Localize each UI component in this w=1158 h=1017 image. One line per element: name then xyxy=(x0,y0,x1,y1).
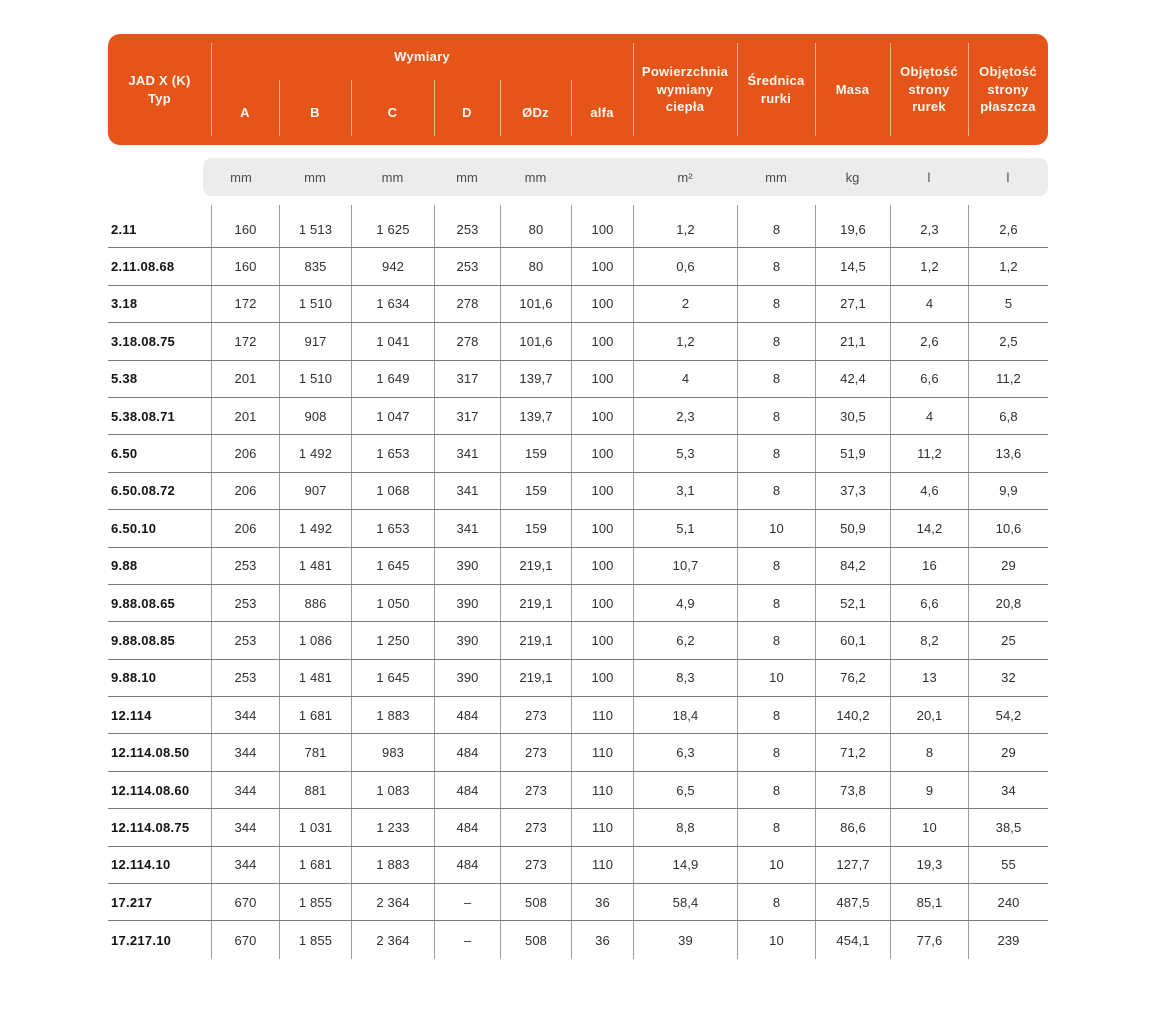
cell-c: 1 649 xyxy=(351,361,434,397)
cell-tube-side-volume: 2,6 xyxy=(890,323,968,359)
cell-shell-side-volume: 38,5 xyxy=(968,809,1048,845)
cell-tube-diameter: 10 xyxy=(737,921,815,958)
cell-c: 2 364 xyxy=(351,884,434,920)
cell-dz: 508 xyxy=(500,921,571,958)
cell-d: 341 xyxy=(434,435,500,471)
table-row xyxy=(108,211,1048,248)
cell-a: 344 xyxy=(211,847,279,883)
cell-d: 278 xyxy=(434,286,500,322)
cell-c: 983 xyxy=(351,734,434,770)
cell-c: 1 625 xyxy=(351,211,434,247)
cell-dz: 219,1 xyxy=(500,548,571,584)
cell-c: 1 068 xyxy=(351,473,434,509)
cell-alfa: 110 xyxy=(571,809,633,845)
cell-shell-side-volume: 5 xyxy=(968,286,1048,322)
table-row xyxy=(108,398,1048,435)
cell-dz: 219,1 xyxy=(500,660,571,696)
cell-alfa: 100 xyxy=(571,398,633,434)
cell-dz: 139,7 xyxy=(500,361,571,397)
cell-dz: 273 xyxy=(500,847,571,883)
cell-tube-side-volume: 1,2 xyxy=(890,248,968,284)
cell-shell-side-volume: 239 xyxy=(968,921,1048,958)
header-col-a: A xyxy=(240,104,250,120)
cell-alfa: 100 xyxy=(571,622,633,658)
cell-type: 12.114.08.60 xyxy=(111,782,190,798)
cell-tube-diameter: 8 xyxy=(737,548,815,584)
unit-d: mm xyxy=(456,169,478,185)
cell-tube-side-volume: 4,6 xyxy=(890,473,968,509)
cell-c: 1 645 xyxy=(351,660,434,696)
header-dimensions-group xyxy=(211,34,633,145)
unit-a: mm xyxy=(230,169,252,185)
cell-mass: 454,1 xyxy=(815,921,890,958)
cell-type: 9.88.10 xyxy=(111,670,157,686)
cell-b: 886 xyxy=(279,585,351,621)
cell-dz: 219,1 xyxy=(500,622,571,658)
cell-tube-diameter: 8 xyxy=(737,734,815,770)
cell-b: 781 xyxy=(279,734,351,770)
cell-shell-side-volume: 2,5 xyxy=(968,323,1048,359)
cell-shell-side-volume: 29 xyxy=(968,548,1048,584)
cell-tube-diameter: 8 xyxy=(737,286,815,322)
cell-type: 9.88 xyxy=(111,558,138,574)
cell-b: 1 510 xyxy=(279,361,351,397)
cell-alfa: 100 xyxy=(571,548,633,584)
cell-dz: 101,6 xyxy=(500,323,571,359)
cell-a: 670 xyxy=(211,921,279,958)
cell-b: 1 492 xyxy=(279,510,351,546)
cell-tube-diameter: 8 xyxy=(737,809,815,845)
cell-heat-area: 6,5 xyxy=(633,772,737,808)
cell-a: 253 xyxy=(211,548,279,584)
cell-type: 6.50.10 xyxy=(111,520,157,536)
cell-heat-area: 14,9 xyxy=(633,847,737,883)
cell-dz: 159 xyxy=(500,435,571,471)
table-row xyxy=(108,660,1048,697)
cell-c: 1 653 xyxy=(351,435,434,471)
cell-tube-side-volume: 4 xyxy=(890,286,968,322)
cell-b: 1 086 xyxy=(279,622,351,658)
cell-a: 344 xyxy=(211,772,279,808)
cell-mass: 76,2 xyxy=(815,660,890,696)
unit-heat-area: m² xyxy=(677,169,693,185)
header-col-b: B xyxy=(279,80,351,145)
cell-a: 253 xyxy=(211,622,279,658)
cell-d: 484 xyxy=(434,809,500,845)
cell-tube-side-volume: 10 xyxy=(890,809,968,845)
cell-tube-diameter: 8 xyxy=(737,585,815,621)
cell-alfa: 100 xyxy=(571,211,633,247)
cell-d: 390 xyxy=(434,585,500,621)
cell-shell-side-volume: 6,8 xyxy=(968,398,1048,434)
cell-a: 206 xyxy=(211,435,279,471)
cell-type: 5.38 xyxy=(111,371,138,387)
cell-type: 5.38.08.71 xyxy=(111,408,176,424)
cell-tube-side-volume: 19,3 xyxy=(890,847,968,883)
cell-d: – xyxy=(434,921,500,958)
cell-tube-side-volume: 14,2 xyxy=(890,510,968,546)
unit-alfa xyxy=(571,158,633,196)
cell-d: 278 xyxy=(434,323,500,359)
cell-tube-side-volume: 13 xyxy=(890,660,968,696)
cell-tube-side-volume: 6,6 xyxy=(890,361,968,397)
cell-b: 1 513 xyxy=(279,211,351,247)
cell-type: 6.50 xyxy=(111,446,138,462)
cell-tube-diameter: 8 xyxy=(737,248,815,284)
cell-shell-side-volume: 29 xyxy=(968,734,1048,770)
cell-tube-diameter: 10 xyxy=(737,660,815,696)
cell-shell-side-volume: 25 xyxy=(968,622,1048,658)
cell-shell-side-volume: 32 xyxy=(968,660,1048,696)
table-header xyxy=(108,34,1048,145)
cell-d: 341 xyxy=(434,510,500,546)
table-row xyxy=(108,585,1048,622)
header-col-tube-side-volume: Objętość strony rurek xyxy=(890,34,968,145)
header-col-shell-side-volume: Objętość strony płaszcza xyxy=(968,34,1048,145)
unit-tube-side-volume: l xyxy=(927,169,931,185)
cell-shell-side-volume: 2,6 xyxy=(968,211,1048,247)
cell-mass: 14,5 xyxy=(815,248,890,284)
rows-host xyxy=(108,211,1048,959)
cell-type: 6.50.08.72 xyxy=(111,483,176,499)
spec-table xyxy=(108,34,1048,959)
cell-c: 1 883 xyxy=(351,847,434,883)
cell-b: 1 492 xyxy=(279,435,351,471)
cell-d: 390 xyxy=(434,548,500,584)
cell-dz: 273 xyxy=(500,772,571,808)
cell-d: 341 xyxy=(434,473,500,509)
cell-tube-diameter: 8 xyxy=(737,398,815,434)
cell-b: 1 681 xyxy=(279,697,351,733)
cell-c: 1 653 xyxy=(351,510,434,546)
cell-shell-side-volume: 20,8 xyxy=(968,585,1048,621)
cell-alfa: 36 xyxy=(571,921,633,958)
cell-dz: 159 xyxy=(500,510,571,546)
cell-b: 1 855 xyxy=(279,921,351,958)
cell-mass: 27,1 xyxy=(815,286,890,322)
cell-tube-diameter: 8 xyxy=(737,211,815,247)
cell-a: 344 xyxy=(211,697,279,733)
cell-heat-area: 1,2 xyxy=(633,323,737,359)
table-row xyxy=(108,286,1048,323)
cell-type: 2.11 xyxy=(111,221,137,237)
cell-tube-diameter: 8 xyxy=(737,884,815,920)
units-bar xyxy=(203,158,1048,196)
header-col-heat-area: Powierzchnia wymiany ciepła xyxy=(633,34,737,145)
cell-heat-area: 58,4 xyxy=(633,884,737,920)
cell-type: 3.18.08.75 xyxy=(111,333,176,349)
cell-alfa: 100 xyxy=(571,660,633,696)
cell-heat-area: 39 xyxy=(633,921,737,958)
cell-heat-area: 2,3 xyxy=(633,398,737,434)
cell-heat-area: 3,1 xyxy=(633,473,737,509)
cell-b: 917 xyxy=(279,323,351,359)
cell-type: 12.114 xyxy=(111,707,152,723)
cell-tube-side-volume: 85,1 xyxy=(890,884,968,920)
header-col-d: D xyxy=(434,80,500,145)
table-row xyxy=(108,435,1048,472)
cell-tube-diameter: 8 xyxy=(737,361,815,397)
cell-tube-diameter: 10 xyxy=(737,847,815,883)
cell-c: 1 634 xyxy=(351,286,434,322)
cell-type: 9.88.08.65 xyxy=(111,595,176,611)
cell-d: 317 xyxy=(434,361,500,397)
cell-a: 344 xyxy=(211,734,279,770)
header-dimension-subrow xyxy=(211,80,633,145)
cell-b: 1 031 xyxy=(279,809,351,845)
cell-shell-side-volume: 10,6 xyxy=(968,510,1048,546)
cell-alfa: 110 xyxy=(571,734,633,770)
cell-a: 206 xyxy=(211,473,279,509)
cell-b: 1 855 xyxy=(279,884,351,920)
table-row xyxy=(108,697,1048,734)
cell-heat-area: 10,7 xyxy=(633,548,737,584)
cell-b: 835 xyxy=(279,248,351,284)
cell-c: 1 050 xyxy=(351,585,434,621)
cell-tube-diameter: 8 xyxy=(737,772,815,808)
cell-d: 390 xyxy=(434,622,500,658)
cell-mass: 50,9 xyxy=(815,510,890,546)
cell-tube-side-volume: 8,2 xyxy=(890,622,968,658)
cell-c: 2 364 xyxy=(351,921,434,958)
cell-c: 1 883 xyxy=(351,697,434,733)
table-row xyxy=(108,772,1048,809)
cell-alfa: 100 xyxy=(571,435,633,471)
cell-c: 1 233 xyxy=(351,809,434,845)
table-row xyxy=(108,622,1048,659)
table-row xyxy=(108,248,1048,285)
table-row xyxy=(108,361,1048,398)
cell-c: 942 xyxy=(351,248,434,284)
cell-alfa: 36 xyxy=(571,884,633,920)
cell-dz: 139,7 xyxy=(500,398,571,434)
unit-tube-diameter: mm xyxy=(765,169,787,185)
cell-heat-area: 4 xyxy=(633,361,737,397)
cell-shell-side-volume: 54,2 xyxy=(968,697,1048,733)
unit-shell-side-volume: l xyxy=(1006,169,1010,185)
cell-d: 484 xyxy=(434,772,500,808)
cell-heat-area: 5,1 xyxy=(633,510,737,546)
cell-type: 12.114.08.50 xyxy=(111,745,190,761)
cell-d: 484 xyxy=(434,847,500,883)
cell-heat-area: 18,4 xyxy=(633,697,737,733)
cell-a: 201 xyxy=(211,361,279,397)
cell-a: 172 xyxy=(211,286,279,322)
cell-mass: 51,9 xyxy=(815,435,890,471)
table-row xyxy=(108,734,1048,771)
cell-mass: 140,2 xyxy=(815,697,890,733)
cell-d: 253 xyxy=(434,248,500,284)
table-row xyxy=(108,884,1048,921)
cell-mass: 37,3 xyxy=(815,473,890,509)
cell-mass: 127,7 xyxy=(815,847,890,883)
cell-tube-side-volume: 9 xyxy=(890,772,968,808)
cell-heat-area: 2 xyxy=(633,286,737,322)
cell-type: 3.18 xyxy=(111,296,138,312)
cell-d: 390 xyxy=(434,660,500,696)
table-body xyxy=(108,205,1048,959)
cell-heat-area: 4,9 xyxy=(633,585,737,621)
cell-heat-area: 8,8 xyxy=(633,809,737,845)
table-row xyxy=(108,847,1048,884)
cell-a: 160 xyxy=(211,211,279,247)
cell-shell-side-volume: 11,2 xyxy=(968,361,1048,397)
cell-tube-diameter: 8 xyxy=(737,473,815,509)
cell-heat-area: 5,3 xyxy=(633,435,737,471)
header-type-column xyxy=(108,34,211,145)
cell-c: 1 250 xyxy=(351,622,434,658)
cell-c: 1 047 xyxy=(351,398,434,434)
cell-a: 206 xyxy=(211,510,279,546)
cell-tube-side-volume: 16 xyxy=(890,548,968,584)
cell-dz: 80 xyxy=(500,248,571,284)
table-row xyxy=(108,323,1048,360)
cell-tube-side-volume: 6,6 xyxy=(890,585,968,621)
cell-heat-area: 8,3 xyxy=(633,660,737,696)
cell-heat-area: 0,6 xyxy=(633,248,737,284)
cell-d: 484 xyxy=(434,734,500,770)
cell-b: 1 481 xyxy=(279,660,351,696)
cell-a: 670 xyxy=(211,884,279,920)
cell-d: 317 xyxy=(434,398,500,434)
cell-mass: 30,5 xyxy=(815,398,890,434)
cell-mass: 21,1 xyxy=(815,323,890,359)
cell-type: 17.217 xyxy=(111,894,153,910)
cell-tube-diameter: 8 xyxy=(737,697,815,733)
cell-dz: 159 xyxy=(500,473,571,509)
cell-alfa: 100 xyxy=(571,510,633,546)
cell-a: 253 xyxy=(211,585,279,621)
cell-type: 17.217.10 xyxy=(111,932,172,948)
cell-tube-side-volume: 77,6 xyxy=(890,921,968,958)
cell-type: 2.11.08.68 xyxy=(111,259,175,275)
unit-mass: kg xyxy=(845,169,860,185)
cell-shell-side-volume: 9,9 xyxy=(968,473,1048,509)
header-col-c: C xyxy=(351,80,434,145)
cell-type: 12.114.10 xyxy=(111,857,171,873)
cell-b: 1 510 xyxy=(279,286,351,322)
cell-alfa: 100 xyxy=(571,585,633,621)
cell-alfa: 100 xyxy=(571,361,633,397)
cell-b: 1 481 xyxy=(279,548,351,584)
cell-dz: 273 xyxy=(500,697,571,733)
cell-mass: 42,4 xyxy=(815,361,890,397)
cell-d: 253 xyxy=(434,211,500,247)
cell-a: 160 xyxy=(211,248,279,284)
cell-dz: 80 xyxy=(500,211,571,247)
cell-c: 1 083 xyxy=(351,772,434,808)
cell-mass: 19,6 xyxy=(815,211,890,247)
cell-tube-diameter: 8 xyxy=(737,622,815,658)
cell-tube-diameter: 8 xyxy=(737,435,815,471)
cell-b: 881 xyxy=(279,772,351,808)
cell-mass: 86,6 xyxy=(815,809,890,845)
cell-tube-side-volume: 4 xyxy=(890,398,968,434)
cell-d: – xyxy=(434,884,500,920)
cell-tube-side-volume: 20,1 xyxy=(890,697,968,733)
cell-c: 1 041 xyxy=(351,323,434,359)
cell-tube-side-volume: 8 xyxy=(890,734,968,770)
unit-dz: mm xyxy=(524,169,547,185)
cell-alfa: 110 xyxy=(571,847,633,883)
cell-mass: 71,2 xyxy=(815,734,890,770)
cell-dz: 219,1 xyxy=(500,585,571,621)
table-row xyxy=(108,921,1048,958)
cell-tube-side-volume: 2,3 xyxy=(890,211,968,247)
table-row xyxy=(108,473,1048,510)
unit-c: mm xyxy=(381,169,404,185)
cell-heat-area: 1,2 xyxy=(633,211,737,247)
cell-alfa: 100 xyxy=(571,286,633,322)
header-col-tube-diameter: Średnica rurki xyxy=(737,34,815,145)
cell-shell-side-volume: 240 xyxy=(968,884,1048,920)
cell-dz: 273 xyxy=(500,809,571,845)
cell-mass: 487,5 xyxy=(815,884,890,920)
cell-shell-side-volume: 34 xyxy=(968,772,1048,808)
cell-type: 9.88.08.85 xyxy=(111,632,176,648)
cell-b: 908 xyxy=(279,398,351,434)
cell-alfa: 110 xyxy=(571,772,633,808)
unit-b: mm xyxy=(304,169,326,185)
header-col-alfa: alfa xyxy=(571,80,633,145)
cell-a: 253 xyxy=(211,660,279,696)
cell-shell-side-volume: 1,2 xyxy=(968,248,1048,284)
table-row xyxy=(108,548,1048,585)
cell-dz: 101,6 xyxy=(500,286,571,322)
cell-shell-side-volume: 13,6 xyxy=(968,435,1048,471)
cell-shell-side-volume: 55 xyxy=(968,847,1048,883)
header-dimensions-label: Wymiary xyxy=(394,49,450,65)
cell-tube-diameter: 10 xyxy=(737,510,815,546)
cell-alfa: 100 xyxy=(571,473,633,509)
cell-tube-side-volume: 11,2 xyxy=(890,435,968,471)
cell-type: 12.114.08.75 xyxy=(111,819,190,835)
cell-c: 1 645 xyxy=(351,548,434,584)
header-type-line2: Typ xyxy=(148,90,171,106)
cell-a: 172 xyxy=(211,323,279,359)
table-row xyxy=(108,809,1048,846)
cell-a: 201 xyxy=(211,398,279,434)
cell-mass: 73,8 xyxy=(815,772,890,808)
header-col-mass: Masa xyxy=(815,34,890,145)
cell-dz: 273 xyxy=(500,734,571,770)
cell-mass: 84,2 xyxy=(815,548,890,584)
cell-alfa: 100 xyxy=(571,323,633,359)
cell-b: 1 681 xyxy=(279,847,351,883)
table-row xyxy=(108,510,1048,547)
cell-heat-area: 6,2 xyxy=(633,622,737,658)
cell-b: 907 xyxy=(279,473,351,509)
cell-a: 344 xyxy=(211,809,279,845)
cell-heat-area: 6,3 xyxy=(633,734,737,770)
cell-alfa: 110 xyxy=(571,697,633,733)
cell-d: 484 xyxy=(434,697,500,733)
cell-alfa: 100 xyxy=(571,248,633,284)
cell-tube-diameter: 8 xyxy=(737,323,815,359)
header-type-line1: JAD X (K) xyxy=(128,72,191,88)
cell-mass: 52,1 xyxy=(815,585,890,621)
cell-mass: 60,1 xyxy=(815,622,890,658)
cell-dz: 508 xyxy=(500,884,571,920)
header-col-dz: ØDz xyxy=(500,80,571,145)
